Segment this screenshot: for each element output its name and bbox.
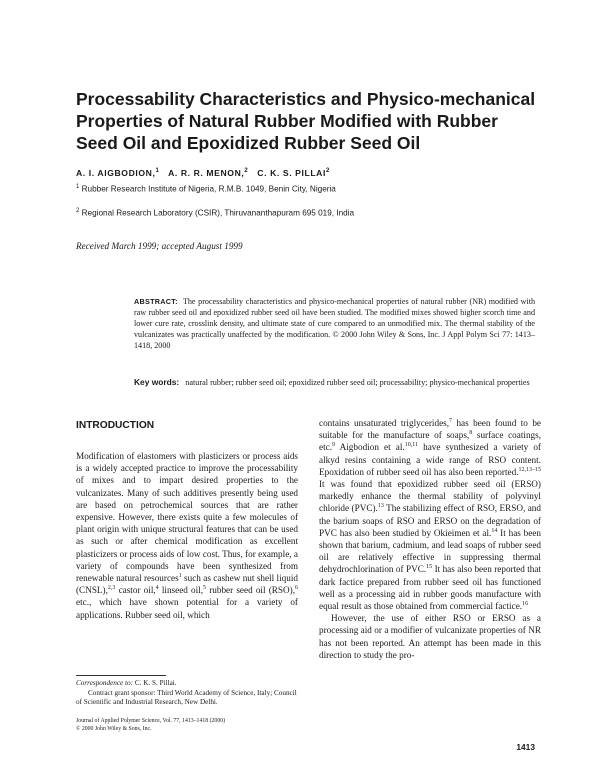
journal-citation: Journal of Applied Polymer Science, Vol. 77, 1413–1418 (2000) © 2000 John Wiley & Sons, Inc. xyxy=(76,718,226,732)
author-2: A. R. R. MENON, xyxy=(168,168,245,178)
keywords-label: Key words: xyxy=(134,377,180,387)
intro-paragraph-2: However, the use of either RSO or ERSO as a processing aid or a modifier of vulcanizate properties of NR has not been reported. An attempt has been made in this direction to study the pro- xyxy=(319,613,541,660)
intro-paragraph-1-continued: contains unsaturated triglycerides,$^7$ has been found to be suitable for the manufacture of soaps,$^8$ surface coatings, etc.$^9$ Aigbodion et al.$^{10,11}$ have synthesized a variety of alkyd resins containing a wide range of RSO content. Epoxidation of rubber seed oil has also been reported.$^{12,13-15}$ It was found that epoxidized rubber seed oil (ERSO) markedly enhance the thermal stability of polyvinyl chloride (PVC).$^{13}$ The stabilizing effect of RSO, ERSO, and the barium soaps of RSO and ERSO on the degradation of PVC has also been studied by Okieimen et al.$^{14}$ It has been shown that barium, cadmium, and lead soaps of rubber seed oil are relatively effective in suppressing thermal dehydrochlorination of PVC.$^{15}$ It has also been reported that dark factice prepared from rubber seed oil has functioned well as a processing aid in rubber goods manufacture with equal result as those obtained from commercial factice.$^{16}$ xyxy=(319,417,542,612)
received-date: Received March 1999; accepted August 1999 xyxy=(76,241,243,251)
left-column-text xyxy=(76,450,298,621)
affiliation-1: $^1$ Rubber Research Institute of Nigeria, R.M.B. 1049, Benin City, Nigeria xyxy=(76,184,336,194)
correspondence-footnote: Correspondence to: C. K. S. Pillai. xyxy=(76,679,177,687)
grant-footnote: Contract grant sponsor: Third World Academy of Science, Italy; Council of Scientific and Industrial Research, New Delhi. xyxy=(76,689,297,707)
footnote-divider xyxy=(76,675,166,676)
abstract-label: ABSTRACT: xyxy=(134,297,178,306)
abstract-text: The processability characteristics and physico-mechanical properties of natural rubber (NR) modified with raw rubber seed oil and epoxidized rubber seed oil have been studied. The modified mixes showed higher scorch time and lower cure rate, crosslink density, and ultimate state of cure compared to an unmodified mix. The thermal stability of the vulcanizates was practically unaffected by the modification. © 2000 John Wiley & Sons, Inc. J Appl Polym Sci 77: 1413–1418, 2000 xyxy=(134,297,535,350)
author-1: A. I. AIGBODION, xyxy=(76,168,156,178)
author-3: C. K. S. PILLAI xyxy=(257,168,326,178)
intro-paragraph-1: Modification of elastomers with plasticizers or process aids is a widely accepted practice to improve the processability of mixes and to impart desired properties to the vulcanizates. Many of such additives presently being used are based on petrochemical sources that are rather expensive. However, there exists quite a few molecules of plant origin with unique structural features that can be used as such or after chemical modification as excellent plasticizers or process aids of low cost. Thus, for example, a variety of compounds have been synthesized from renewable natural resources$^1$ such as cashew nut shell liquid (CNSL),$^{2,3}$ castor oil,$^4$ linseed oil,$^5$ rubber seed oil (RSO),$^6$ etc., which have shown potential for a variety of applications. Rubber seed oil, which xyxy=(76,451,298,620)
section-heading-introduction: INTRODUCTION xyxy=(76,420,155,431)
abstract xyxy=(134,296,535,351)
keywords xyxy=(134,377,535,388)
page-number: 1413 xyxy=(516,742,535,752)
affiliation-2: $^2$ Regional Research Laboratory (CSIR), Thiruvananthapuram 695 019, India xyxy=(76,208,355,218)
keywords-text: natural rubber; rubber seed oil; epoxidized rubber seed oil; processability; physico-mechanical properties xyxy=(185,378,530,387)
author-list: A. I. AIGBODION,$^1$ A. R. R. MENON,$^2$ C. K. S. PILLAI$^2$ xyxy=(76,168,330,178)
paper-title: Processability Characteristics and Physico-mechanical Properties of Natural Rubber Modified with Rubber Seed Oil and Epoxidized Rubber Seed Oil xyxy=(76,89,536,153)
right-column-text xyxy=(319,417,541,661)
